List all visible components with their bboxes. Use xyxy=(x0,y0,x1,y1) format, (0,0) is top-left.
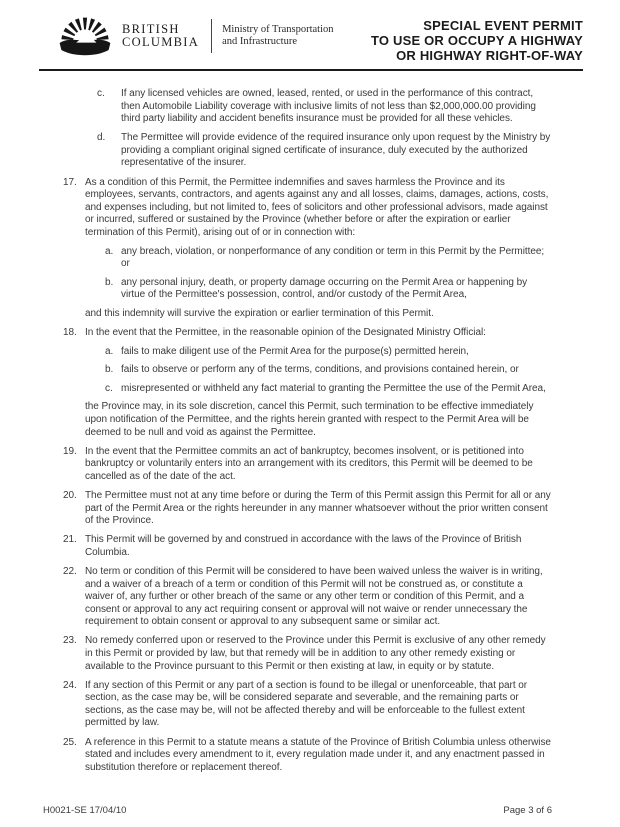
sub-item-label: c. xyxy=(97,88,105,99)
clause-continuation: the Province may, in its sole discretion, cancel this Permit, such termination to be effective immediately upon notification of the Permittee, and the rights herein granted with respect to the Permit Area will be deemed to be null and void as against the Permittee. xyxy=(85,401,534,438)
ministry-name xyxy=(222,24,333,49)
sub-item-c xyxy=(97,88,552,126)
sub-item-label: c. xyxy=(105,382,113,394)
clause-number: 18. xyxy=(63,327,77,338)
sub-item-18c xyxy=(105,383,552,396)
page-number: Page 3 of 6 xyxy=(503,805,552,816)
sub-item-label: d. xyxy=(97,132,106,144)
sub-item-text: The Permittee will provide evidence of the required insurance only upon request by the Ministry by providing a compliant original signed certificate of insurance, duly executed by the authorized representative of the insurer. xyxy=(121,132,551,169)
clause-number: 21. xyxy=(63,534,77,546)
clause-25 xyxy=(63,737,552,775)
sub-item-17b xyxy=(105,277,552,302)
sub-item-label: b. xyxy=(105,276,114,288)
page-title-line2: TO USE OR OCCUPY A HIGHWAY xyxy=(370,33,583,49)
clause-22 xyxy=(63,566,552,629)
clause-text: In the event that the Permittee, in the reasonable opinion of the Designated Ministry Official: xyxy=(85,327,486,338)
sub-item-label: a. xyxy=(105,345,114,357)
sub-item-d xyxy=(97,132,552,170)
clause-text: No remedy conferred upon or reserved to the Province under this Permit is exclusive of any other remedy in this Permit or provided by law, but that remedy will be in addition to any other remedy existing or available to the Province pursuant to this Permit or then existing at law, in equity or by statute. xyxy=(85,635,546,672)
sub-item-text: If any licensed vehicles are owned, leased, rented, or used in the performance of this contract, then Automobile Liability coverage with inclusive limits of not less than $2,000,000.00 providing third party liability and accident benefits insurance must be provided for all these vehicles. xyxy=(121,88,536,125)
header-rule xyxy=(39,69,583,71)
clause-19 xyxy=(63,446,552,484)
sub-item-17a xyxy=(105,246,552,271)
clause-text: If any section of this Permit or any part of a section is found to be illegal or unenforceable, that part or section, as the case may be, will be considered separate and severable, and the remaining parts or sections, as the case may be, will not be affected thereby and will be enforceable to the fullest extent permitted by law. xyxy=(85,679,528,729)
clause-text: This Permit will be governed by and construed in accordance with the laws of the Province of British Columbia. xyxy=(85,534,522,558)
clause-number: 17. xyxy=(63,176,77,188)
clause-24 xyxy=(63,680,552,730)
clause-text: As a condition of this Permit, the Permittee indemnifies and saves harmless the Province and its employees, servants, contractors, and agents against any and all losses, claims, damages, actions, costs, and expenses including, but not limited to, fees of solicitors and other professional advisors, made against or incurred, suffered or sustained by the Province (whether before or after the expiration or earlier termination of this Permit), arising out of or in connection with: xyxy=(85,176,549,238)
sub-item-text: fails to make diligent use of the Permit Area for the purpose(s) permitted herein, xyxy=(121,345,469,357)
form-code: H0021-SE 17/04/10 xyxy=(43,805,127,816)
sub-item-label: a. xyxy=(105,245,114,257)
sub-item-text: misrepresented or withheld any fact material to granting the Permittee the use of the Permit Area, xyxy=(121,382,546,394)
bc-sunburst-icon xyxy=(57,15,113,57)
clause-number: 25. xyxy=(63,736,77,748)
clause-23 xyxy=(63,635,552,673)
clause-number: 23. xyxy=(63,635,77,647)
bc-government-logo xyxy=(57,15,334,57)
page-title-line1: SPECIAL EVENT PERMIT xyxy=(423,18,583,33)
clause-continuation: and this indemnity will survive the expiration or earlier termination of this Permit. xyxy=(85,307,434,319)
org-name-line1: BRITISH xyxy=(122,22,180,36)
clause-text: In the event that the Permittee commits an act of bankruptcy, becomes insolvent, or is petitioned into bankruptcy or voluntarily enters into an arrangement with its creditors, this Permit will be deemed to be cancelled as of the date of the act. xyxy=(85,445,533,482)
clause-number: 20. xyxy=(63,489,77,501)
sub-item-text: any breach, violation, or nonperformance of any condition or term in this Permit by the Permittee; or xyxy=(121,245,545,270)
clause-number: 24. xyxy=(63,679,77,691)
logo-divider xyxy=(211,19,212,53)
ministry-name-line2: and Infrastructure xyxy=(222,36,297,47)
permit-terms xyxy=(63,88,552,781)
ministry-name-line1: Ministry of Transportation xyxy=(222,23,334,35)
clause-21 xyxy=(63,534,552,559)
sub-item-label: b. xyxy=(105,364,114,376)
page-title xyxy=(371,18,583,64)
sub-item-18a xyxy=(105,346,552,359)
clause-number: 22. xyxy=(63,565,77,577)
sub-item-text: fails to observe or perform any of the terms, conditions, and provisions contained herein, or xyxy=(121,364,519,376)
clause-text: A reference in this Permit to a statute means a statute of the Province of British Columbia unless otherwise stated and includes every amendment to it, every regulation made under it, and any enactment passed in substitution therefore or replacement thereof. xyxy=(85,736,551,773)
clause-17 xyxy=(63,177,552,321)
page-title-line3: OR HIGHWAY RIGHT-OF-WAY xyxy=(396,48,583,64)
sub-item-text: any personal injury, death, or property damage occurring on the Permit Area or happening by virtue of the Permittee's possession, control, and/or custody of the Permit Area, xyxy=(121,276,528,301)
sub-item-18b xyxy=(105,364,552,377)
org-name xyxy=(122,23,199,49)
clause-18 xyxy=(63,327,552,439)
clause-text: No term or condition of this Permit will be considered to have been waived unless the waiver is in writing, and a waiver of a breach of a term or condition of this Permit will not be construed as, or constitute a waiver of, any further or other breach of the same or any other term or condition of this Permit, and a consent or approval to any act requiring consent or approval will not waive or render unnecessary the requirement to obtain consent or approval to any subsequent same or similar act. xyxy=(85,565,543,628)
clause-number: 19. xyxy=(63,445,77,457)
org-name-line2: COLUMBIA xyxy=(122,35,200,49)
clause-20 xyxy=(63,490,552,528)
clause-text: The Permittee must not at any time before or during the Term of this Permit assign this Permit for all or any part of the Permit Area or the rights hereunder in any manner whatsoever without the prior written consent of the Province. xyxy=(85,489,551,527)
